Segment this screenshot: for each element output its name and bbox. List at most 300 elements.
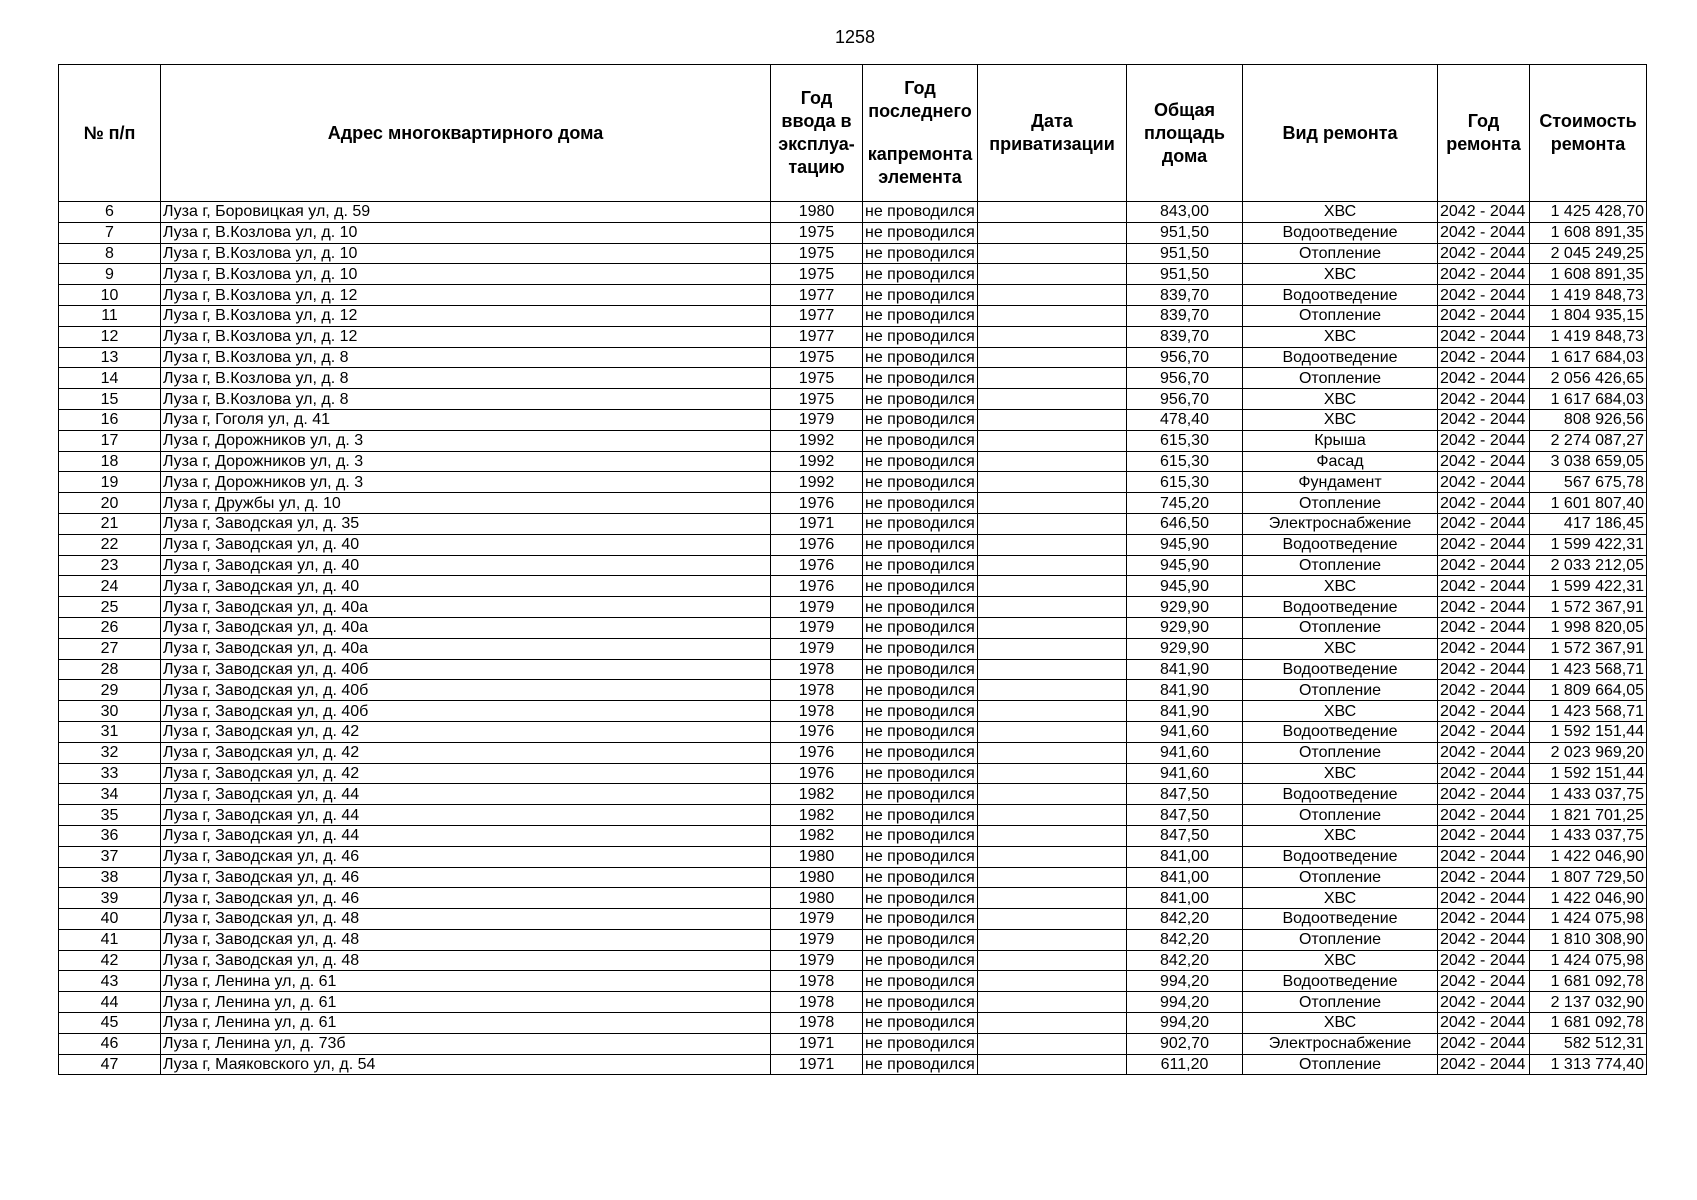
cell-last-repair: не проводился	[863, 763, 978, 784]
cell-area: 841,00	[1127, 846, 1243, 867]
cell-privatization	[978, 430, 1127, 451]
table-row	[59, 846, 1647, 867]
header-last-repair-line2: капремонта элемента	[867, 144, 973, 187]
cell-address: Луза г, Маяковского ул, д. 54	[161, 1054, 771, 1075]
table-row	[59, 555, 1647, 576]
cell-address: Луза г, Заводская ул, д. 40б	[161, 701, 771, 722]
cell-commission-year: 1992	[771, 472, 863, 493]
cell-repair-type: Отопление	[1243, 929, 1438, 950]
cell-repair-type: Отопление	[1243, 805, 1438, 826]
cell-repair-type: Фундамент	[1243, 472, 1438, 493]
cell-last-repair: не проводился	[863, 742, 978, 763]
cell-num: 34	[59, 784, 161, 805]
cell-repair-type: Отопление	[1243, 1054, 1438, 1075]
cell-repair-period: 2042 - 2044	[1438, 243, 1530, 264]
cell-privatization	[978, 701, 1127, 722]
cell-last-repair: не проводился	[863, 513, 978, 534]
cell-num: 13	[59, 347, 161, 368]
cell-num: 35	[59, 805, 161, 826]
cell-cost: 1 572 367,91	[1530, 638, 1647, 659]
cell-area: 941,60	[1127, 721, 1243, 742]
cell-num: 8	[59, 243, 161, 264]
cell-cost: 2 023 969,20	[1530, 742, 1647, 763]
cell-repair-period: 2042 - 2044	[1438, 742, 1530, 763]
cell-cost: 1 425 428,70	[1530, 202, 1647, 223]
cell-repair-type: Водоотведение	[1243, 347, 1438, 368]
cell-repair-period: 2042 - 2044	[1438, 784, 1530, 805]
cell-last-repair: не проводился	[863, 222, 978, 243]
cell-commission-year: 1975	[771, 264, 863, 285]
cell-last-repair: не проводился	[863, 430, 978, 451]
table-row	[59, 680, 1647, 701]
cell-repair-type: Отопление	[1243, 368, 1438, 389]
cell-commission-year: 1976	[771, 576, 863, 597]
cell-area: 745,20	[1127, 493, 1243, 514]
cell-address: Луза г, Заводская ул, д. 46	[161, 867, 771, 888]
cell-num: 27	[59, 638, 161, 659]
cell-address: Луза г, Ленина ул, д. 73б	[161, 1033, 771, 1054]
cell-address: Луза г, Гоголя ул, д. 41	[161, 409, 771, 430]
cell-commission-year: 1976	[771, 493, 863, 514]
cell-repair-period: 2042 - 2044	[1438, 909, 1530, 930]
cell-privatization	[978, 680, 1127, 701]
cell-address: Луза г, Ленина ул, д. 61	[161, 1013, 771, 1034]
cell-commission-year: 1977	[771, 326, 863, 347]
table-row	[59, 222, 1647, 243]
cell-area: 839,70	[1127, 285, 1243, 306]
cell-repair-type: Водоотведение	[1243, 285, 1438, 306]
cell-area: 611,20	[1127, 1054, 1243, 1075]
cell-address: Луза г, В.Козлова ул, д. 12	[161, 326, 771, 347]
cell-cost: 1 422 046,90	[1530, 888, 1647, 909]
cell-last-repair: не проводился	[863, 555, 978, 576]
cell-repair-type: ХВС	[1243, 264, 1438, 285]
table-row	[59, 326, 1647, 347]
cell-area: 951,50	[1127, 243, 1243, 264]
cell-num: 40	[59, 909, 161, 930]
cell-num: 41	[59, 929, 161, 950]
cell-repair-period: 2042 - 2044	[1438, 763, 1530, 784]
cell-cost: 808 926,56	[1530, 409, 1647, 430]
cell-repair-type: Отопление	[1243, 742, 1438, 763]
table-header	[59, 65, 1647, 202]
cell-commission-year: 1976	[771, 742, 863, 763]
cell-last-repair: не проводился	[863, 493, 978, 514]
cell-address: Луза г, Заводская ул, д. 42	[161, 763, 771, 784]
cell-repair-type: ХВС	[1243, 409, 1438, 430]
cell-cost: 1 422 046,90	[1530, 846, 1647, 867]
cell-repair-type: Отопление	[1243, 992, 1438, 1013]
cell-repair-type: ХВС	[1243, 576, 1438, 597]
cell-commission-year: 1976	[771, 534, 863, 555]
cell-commission-year: 1979	[771, 909, 863, 930]
cell-repair-type: Водоотведение	[1243, 659, 1438, 680]
cell-commission-year: 1975	[771, 243, 863, 264]
cell-commission-year: 1982	[771, 805, 863, 826]
cell-address: Луза г, Заводская ул, д. 44	[161, 784, 771, 805]
cell-num: 6	[59, 202, 161, 223]
page-number: 1258	[834, 27, 876, 47]
cell-commission-year: 1992	[771, 430, 863, 451]
cell-repair-period: 2042 - 2044	[1438, 513, 1530, 534]
cell-cost: 1 809 664,05	[1530, 680, 1647, 701]
cell-repair-period: 2042 - 2044	[1438, 285, 1530, 306]
cell-commission-year: 1980	[771, 867, 863, 888]
cell-repair-period: 2042 - 2044	[1438, 222, 1530, 243]
cell-cost: 1 810 308,90	[1530, 929, 1647, 950]
cell-area: 956,70	[1127, 347, 1243, 368]
cell-privatization	[978, 513, 1127, 534]
cell-privatization	[978, 805, 1127, 826]
cell-num: 11	[59, 305, 161, 326]
table-row	[59, 659, 1647, 680]
header-num: № п/п	[59, 65, 161, 202]
cell-privatization	[978, 305, 1127, 326]
cell-area: 847,50	[1127, 805, 1243, 826]
cell-last-repair: не проводился	[863, 805, 978, 826]
cell-privatization	[978, 576, 1127, 597]
cell-cost: 2 045 249,25	[1530, 243, 1647, 264]
cell-num: 21	[59, 513, 161, 534]
cell-last-repair: не проводился	[863, 451, 978, 472]
cell-address: Луза г, Заводская ул, д. 46	[161, 846, 771, 867]
cell-area: 941,60	[1127, 763, 1243, 784]
cell-privatization	[978, 971, 1127, 992]
cell-address: Луза г, Ленина ул, д. 61	[161, 971, 771, 992]
cell-num: 33	[59, 763, 161, 784]
cell-area: 956,70	[1127, 389, 1243, 410]
cell-address: Луза г, Заводская ул, д. 42	[161, 721, 771, 742]
cell-area: 615,30	[1127, 451, 1243, 472]
cell-area: 951,50	[1127, 264, 1243, 285]
cell-num: 46	[59, 1033, 161, 1054]
cell-commission-year: 1980	[771, 202, 863, 223]
cell-num: 23	[59, 555, 161, 576]
cell-cost: 3 038 659,05	[1530, 451, 1647, 472]
cell-last-repair: не проводился	[863, 909, 978, 930]
cell-repair-period: 2042 - 2044	[1438, 617, 1530, 638]
cell-address: Луза г, В.Козлова ул, д. 12	[161, 285, 771, 306]
table-row	[59, 493, 1647, 514]
cell-repair-period: 2042 - 2044	[1438, 576, 1530, 597]
cell-repair-period: 2042 - 2044	[1438, 368, 1530, 389]
cell-area: 929,90	[1127, 638, 1243, 659]
cell-cost: 1 423 568,71	[1530, 659, 1647, 680]
cell-commission-year: 1982	[771, 784, 863, 805]
cell-repair-period: 2042 - 2044	[1438, 659, 1530, 680]
cell-num: 47	[59, 1054, 161, 1075]
cell-address: Луза г, Заводская ул, д. 48	[161, 929, 771, 950]
cell-privatization	[978, 597, 1127, 618]
cell-last-repair: не проводился	[863, 285, 978, 306]
cell-last-repair: не проводился	[863, 721, 978, 742]
cell-address: Луза г, Заводская ул, д. 40б	[161, 680, 771, 701]
cell-commission-year: 1975	[771, 368, 863, 389]
cell-area: 902,70	[1127, 1033, 1243, 1054]
cell-area: 841,90	[1127, 701, 1243, 722]
cell-repair-type: Электроснабжение	[1243, 1033, 1438, 1054]
cell-commission-year: 1978	[771, 701, 863, 722]
cell-address: Луза г, Дорожников ул, д. 3	[161, 472, 771, 493]
cell-privatization	[978, 472, 1127, 493]
cell-num: 42	[59, 950, 161, 971]
cell-area: 841,00	[1127, 888, 1243, 909]
cell-last-repair: не проводился	[863, 867, 978, 888]
cell-privatization	[978, 638, 1127, 659]
cell-num: 32	[59, 742, 161, 763]
cell-last-repair: не проводился	[863, 243, 978, 264]
table-row	[59, 763, 1647, 784]
cell-repair-period: 2042 - 2044	[1438, 825, 1530, 846]
table-row	[59, 389, 1647, 410]
cell-privatization	[978, 929, 1127, 950]
header-cost: Стоимость ремонта	[1530, 65, 1647, 202]
cell-repair-type: Отопление	[1243, 305, 1438, 326]
cell-commission-year: 1979	[771, 638, 863, 659]
table-row	[59, 617, 1647, 638]
cell-repair-period: 2042 - 2044	[1438, 950, 1530, 971]
cell-last-repair: не проводился	[863, 825, 978, 846]
cell-repair-type: Отопление	[1243, 617, 1438, 638]
cell-last-repair: не проводился	[863, 617, 978, 638]
cell-cost: 1 998 820,05	[1530, 617, 1647, 638]
cell-repair-period: 2042 - 2044	[1438, 805, 1530, 826]
cell-cost: 1 608 891,35	[1530, 222, 1647, 243]
cell-last-repair: не проводился	[863, 264, 978, 285]
cell-repair-type: Отопление	[1243, 680, 1438, 701]
cell-last-repair: не проводился	[863, 992, 978, 1013]
table-row	[59, 264, 1647, 285]
table-row	[59, 534, 1647, 555]
cell-num: 24	[59, 576, 161, 597]
cell-repair-period: 2042 - 2044	[1438, 451, 1530, 472]
cell-repair-type: ХВС	[1243, 326, 1438, 347]
cell-repair-period: 2042 - 2044	[1438, 867, 1530, 888]
table-row	[59, 576, 1647, 597]
cell-last-repair: не проводился	[863, 701, 978, 722]
cell-last-repair: не проводился	[863, 638, 978, 659]
cell-area: 843,00	[1127, 202, 1243, 223]
cell-num: 15	[59, 389, 161, 410]
cell-repair-type: ХВС	[1243, 638, 1438, 659]
table-row	[59, 243, 1647, 264]
cell-last-repair: не проводился	[863, 326, 978, 347]
cell-privatization	[978, 451, 1127, 472]
table-row	[59, 202, 1647, 223]
cell-commission-year: 1979	[771, 950, 863, 971]
cell-privatization	[978, 368, 1127, 389]
cell-repair-type: ХВС	[1243, 763, 1438, 784]
cell-repair-period: 2042 - 2044	[1438, 347, 1530, 368]
table-row	[59, 701, 1647, 722]
cell-cost: 1 804 935,15	[1530, 305, 1647, 326]
cell-last-repair: не проводился	[863, 368, 978, 389]
cell-last-repair: не проводился	[863, 597, 978, 618]
cell-privatization	[978, 389, 1127, 410]
cell-last-repair: не проводился	[863, 1054, 978, 1075]
cell-commission-year: 1976	[771, 721, 863, 742]
cell-repair-period: 2042 - 2044	[1438, 326, 1530, 347]
cell-num: 22	[59, 534, 161, 555]
cell-address: Луза г, Ленина ул, д. 61	[161, 992, 771, 1013]
cell-area: 842,20	[1127, 950, 1243, 971]
cell-num: 39	[59, 888, 161, 909]
cell-privatization	[978, 888, 1127, 909]
cell-privatization	[978, 909, 1127, 930]
cell-repair-type: ХВС	[1243, 950, 1438, 971]
cell-repair-period: 2042 - 2044	[1438, 305, 1530, 326]
cell-last-repair: не проводился	[863, 389, 978, 410]
cell-num: 19	[59, 472, 161, 493]
cell-address: Луза г, Заводская ул, д. 44	[161, 825, 771, 846]
cell-last-repair: не проводился	[863, 347, 978, 368]
cell-area: 841,90	[1127, 680, 1243, 701]
table-row	[59, 1033, 1647, 1054]
cell-num: 44	[59, 992, 161, 1013]
cell-address: Луза г, Дорожников ул, д. 3	[161, 430, 771, 451]
cell-num: 9	[59, 264, 161, 285]
cell-cost: 1 617 684,03	[1530, 389, 1647, 410]
table-row	[59, 597, 1647, 618]
cell-address: Луза г, Заводская ул, д. 48	[161, 950, 771, 971]
cell-repair-period: 2042 - 2044	[1438, 971, 1530, 992]
cell-commission-year: 1979	[771, 597, 863, 618]
cell-area: 994,20	[1127, 1013, 1243, 1034]
table-row	[59, 929, 1647, 950]
header-repair-type: Вид ремонта	[1243, 65, 1438, 202]
cell-address: Луза г, Заводская ул, д. 40	[161, 555, 771, 576]
cell-last-repair: не проводился	[863, 534, 978, 555]
cell-commission-year: 1978	[771, 1013, 863, 1034]
cell-area: 839,70	[1127, 305, 1243, 326]
cell-area: 615,30	[1127, 472, 1243, 493]
cell-privatization	[978, 222, 1127, 243]
cell-cost: 1 419 848,73	[1530, 326, 1647, 347]
table-body	[59, 202, 1647, 1075]
cell-privatization	[978, 742, 1127, 763]
cell-num: 17	[59, 430, 161, 451]
table-row	[59, 451, 1647, 472]
cell-cost: 1 807 729,50	[1530, 867, 1647, 888]
cell-privatization	[978, 763, 1127, 784]
cell-repair-period: 2042 - 2044	[1438, 846, 1530, 867]
cell-cost: 1 592 151,44	[1530, 763, 1647, 784]
cell-address: Луза г, Заводская ул, д. 46	[161, 888, 771, 909]
cell-repair-type: Отопление	[1243, 555, 1438, 576]
cell-repair-period: 2042 - 2044	[1438, 493, 1530, 514]
cell-cost: 1 433 037,75	[1530, 825, 1647, 846]
cell-last-repair: не проводился	[863, 1033, 978, 1054]
cell-commission-year: 1976	[771, 763, 863, 784]
cell-repair-type: Фасад	[1243, 451, 1438, 472]
table-row	[59, 1013, 1647, 1034]
cell-num: 36	[59, 825, 161, 846]
cell-repair-period: 2042 - 2044	[1438, 472, 1530, 493]
cell-privatization	[978, 659, 1127, 680]
cell-cost: 1 681 092,78	[1530, 971, 1647, 992]
cell-num: 29	[59, 680, 161, 701]
cell-privatization	[978, 992, 1127, 1013]
cell-address: Луза г, В.Козлова ул, д. 8	[161, 389, 771, 410]
cell-privatization	[978, 264, 1127, 285]
cell-area: 945,90	[1127, 576, 1243, 597]
cell-address: Луза г, Заводская ул, д. 40	[161, 534, 771, 555]
cell-commission-year: 1980	[771, 888, 863, 909]
cell-commission-year: 1971	[771, 513, 863, 534]
cell-repair-period: 2042 - 2044	[1438, 1054, 1530, 1075]
cell-num: 12	[59, 326, 161, 347]
cell-privatization	[978, 493, 1127, 514]
cell-privatization	[978, 950, 1127, 971]
cell-repair-period: 2042 - 2044	[1438, 992, 1530, 1013]
cell-last-repair: не проводился	[863, 305, 978, 326]
cell-privatization	[978, 202, 1127, 223]
table-row	[59, 825, 1647, 846]
cell-area: 941,60	[1127, 742, 1243, 763]
cell-privatization	[978, 555, 1127, 576]
cell-area: 994,20	[1127, 992, 1243, 1013]
cell-commission-year: 1976	[771, 555, 863, 576]
header-row	[59, 65, 1647, 202]
cell-area: 615,30	[1127, 430, 1243, 451]
cell-privatization	[978, 617, 1127, 638]
cell-privatization	[978, 784, 1127, 805]
cell-area: 945,90	[1127, 555, 1243, 576]
cell-repair-period: 2042 - 2044	[1438, 555, 1530, 576]
cell-cost: 1 599 422,31	[1530, 534, 1647, 555]
cell-repair-period: 2042 - 2044	[1438, 701, 1530, 722]
cell-num: 43	[59, 971, 161, 992]
cell-cost: 2 056 426,65	[1530, 368, 1647, 389]
table-row	[59, 888, 1647, 909]
cell-commission-year: 1979	[771, 929, 863, 950]
cell-repair-period: 2042 - 2044	[1438, 389, 1530, 410]
cell-num: 20	[59, 493, 161, 514]
cell-cost: 1 419 848,73	[1530, 285, 1647, 306]
cell-cost: 567 675,78	[1530, 472, 1647, 493]
header-address: Адрес многоквартирного дома	[161, 65, 771, 202]
cell-privatization	[978, 721, 1127, 742]
header-last-repair	[863, 65, 978, 202]
cell-commission-year: 1975	[771, 389, 863, 410]
cell-num: 25	[59, 597, 161, 618]
cell-repair-type: Водоотведение	[1243, 846, 1438, 867]
cell-commission-year: 1992	[771, 451, 863, 472]
cell-address: Луза г, Заводская ул, д. 40а	[161, 617, 771, 638]
cell-commission-year: 1975	[771, 347, 863, 368]
cell-last-repair: не проводился	[863, 846, 978, 867]
cell-num: 28	[59, 659, 161, 680]
cell-area: 847,50	[1127, 825, 1243, 846]
cell-cost: 1 608 891,35	[1530, 264, 1647, 285]
cell-commission-year: 1975	[771, 222, 863, 243]
cell-address: Луза г, Заводская ул, д. 40а	[161, 597, 771, 618]
cell-last-repair: не проводился	[863, 929, 978, 950]
cell-commission-year: 1978	[771, 659, 863, 680]
cell-num: 45	[59, 1013, 161, 1034]
cell-cost: 2 137 032,90	[1530, 992, 1647, 1013]
cell-repair-type: Водоотведение	[1243, 909, 1438, 930]
cell-commission-year: 1978	[771, 992, 863, 1013]
cell-repair-period: 2042 - 2044	[1438, 638, 1530, 659]
cell-privatization	[978, 825, 1127, 846]
table-row	[59, 784, 1647, 805]
cell-cost: 2 033 212,05	[1530, 555, 1647, 576]
cell-cost: 1 601 807,40	[1530, 493, 1647, 514]
cell-repair-period: 2042 - 2044	[1438, 721, 1530, 742]
cell-area: 951,50	[1127, 222, 1243, 243]
cell-cost: 1 599 422,31	[1530, 576, 1647, 597]
